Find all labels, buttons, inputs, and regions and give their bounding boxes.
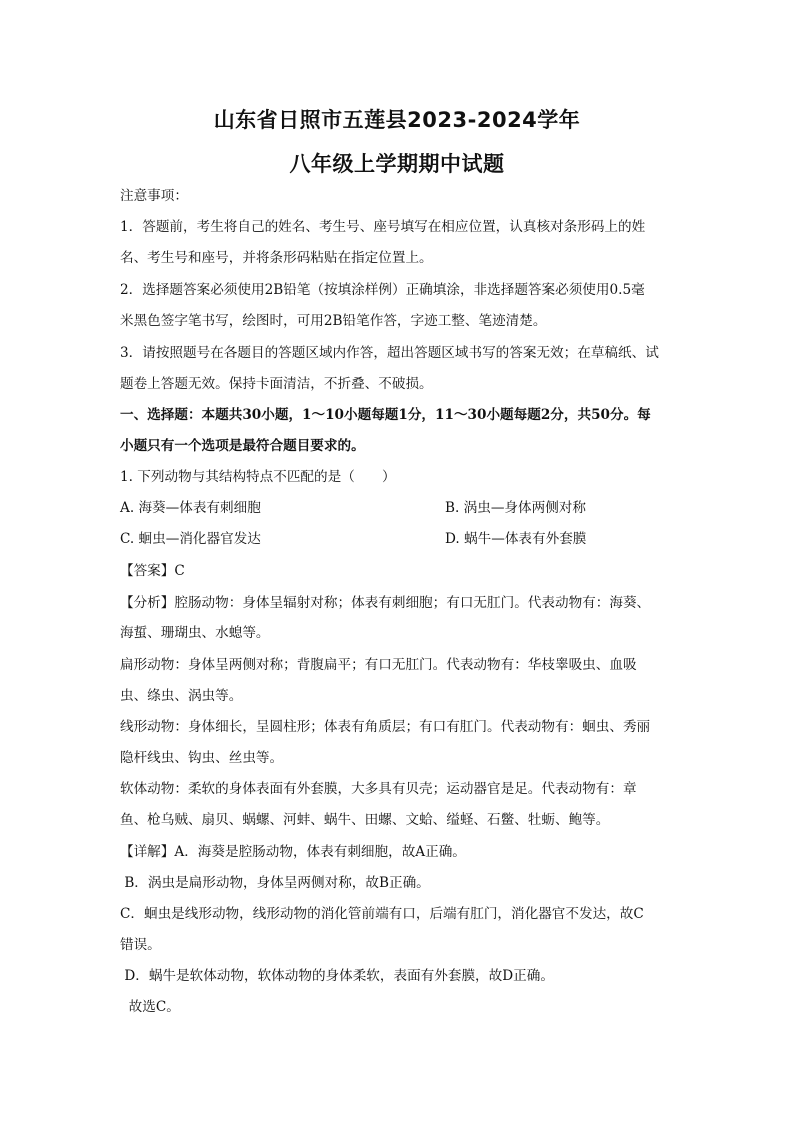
analysis-line: 软体动物：柔软的身体表面有外套膜，大多具有贝壳；运动器官是足。代表动物有：章 — [120, 781, 637, 797]
notice-heading: 注意事项： — [120, 188, 188, 204]
detail-line: 【详解】A．海葵是腔肠动物，体表有刺细胞，故A正确。 — [120, 844, 466, 860]
notice-item-2-line-2: 米黑色签字笔书写，绘图时，可用2B铅笔作答，字迹工整、笔迹清楚。 — [120, 313, 547, 329]
notice-item-3-line-2: 题卷上答题无效。保持卡面清洁，不折叠、不破损。 — [120, 376, 433, 392]
detail-line: C．蛔虫是线形动物，线形动物的消化管前端有口，后端有肛门，消化器官不发达，故C — [120, 906, 644, 922]
detail-line: 故选C。 — [120, 999, 180, 1015]
question-1-option-a: A. 海葵—体表有刺细胞 — [120, 500, 261, 516]
analysis-line: 扁形动物：身体呈两侧对称；背腹扁平；有口无肛门。代表动物有：华枝睾吸虫、血吸 — [120, 657, 637, 673]
analysis-line: 线形动物：身体细长，呈圆柱形；体表有角质层；有口有肛门。代表动物有：蛔虫、秀丽 — [120, 719, 651, 735]
detail-line: B．涡虫是扁形动物，身体呈两侧对称，故B正确。 — [120, 875, 430, 891]
section-heading-line-1: 一、选择题：本题共30小题，1～10小题每题1分，11～30小题每题2分，共50分。每 — [120, 407, 651, 423]
notice-item-2-line-1: 2．选择题答案必须使用2B铅笔（按填涂样例）正确填涂，非选择题答案必须使用0.5毫 — [120, 282, 645, 298]
analysis-line: 【分析】腔肠动物：身体呈辐射对称；体表有刺细胞；有口无肛门。代表动物有：海葵、 — [120, 595, 651, 611]
analysis-line: 鱼、枪乌贼、扇贝、蜗螺、河蚌、蜗牛、田螺、文蛤、缢蛏、石鳖、牡蛎、鲍等。 — [120, 812, 610, 828]
question-1-option-d: D. 蜗牛—体表有外套膜 — [445, 531, 587, 547]
analysis-line: 隐杆线虫、钩虫、丝虫等。 — [120, 750, 284, 766]
detail-line: 错误。 — [120, 937, 161, 953]
question-1-option-c: C. 蛔虫—消化器官发达 — [120, 531, 261, 547]
exam-title-line2: 八年级上学期期中试题 — [289, 152, 505, 176]
question-1-stem: 1. 下列动物与其结构特点不匹配的是（ ） — [120, 469, 396, 485]
question-1-answer: 【答案】C — [120, 563, 185, 579]
analysis-line: 海蜇、珊瑚虫、水螅等。 — [120, 625, 270, 641]
exam-title-line1: 山东省日照市五莲县2023-2024学年 — [213, 108, 581, 132]
notice-item-3-line-1: 3．请按照题号在各题目的答题区域内作答，超出答题区域书写的答案无效；在草稿纸、试 — [120, 345, 659, 361]
detail-line: D．蜗牛是软体动物，软体动物的身体柔软，表面有外套膜，故D正确。 — [120, 968, 554, 984]
notice-item-1-line-1: 1．答题前，考生将自己的姓名、考生号、座号填写在相应位置，认真核对条形码上的姓 — [120, 219, 646, 235]
section-heading-line-2: 小题只有一个选项是最符合题目要求的。 — [120, 438, 365, 454]
notice-item-1-line-2: 名、考生号和座号，并将条形码粘贴在指定位置上。 — [120, 250, 433, 266]
analysis-line: 虫、绦虫、涡虫等。 — [120, 688, 243, 704]
question-1-option-b: B. 涡虫—身体两侧对称 — [445, 500, 586, 516]
